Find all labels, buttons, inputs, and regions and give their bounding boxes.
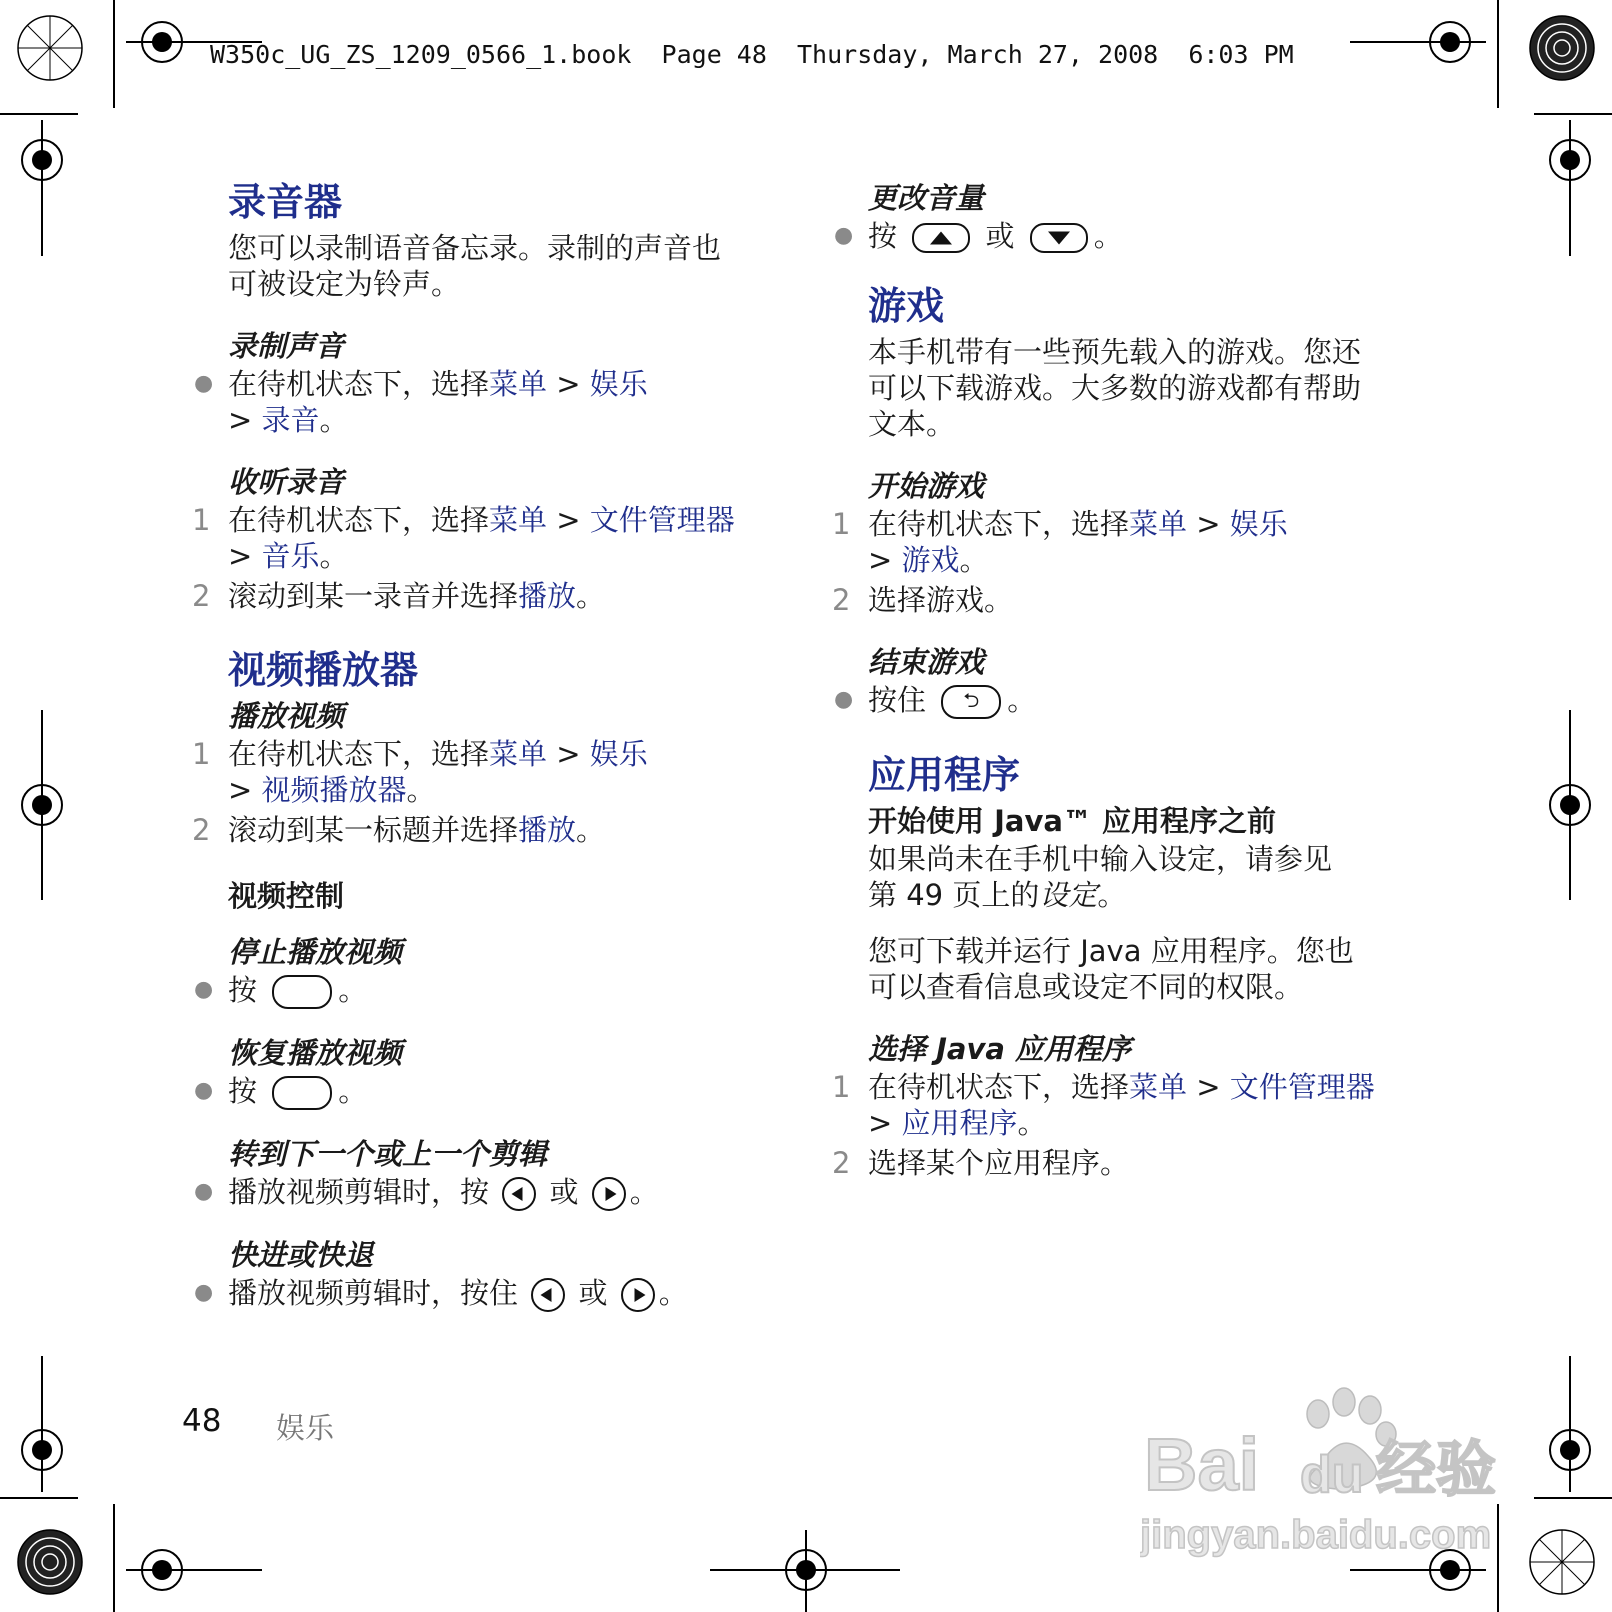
link-menu[interactable]: 菜单 [1129,507,1188,541]
link-menu[interactable]: 菜单 [1129,1070,1188,1104]
section-title-games: 游戏 [868,284,945,328]
page-header: W350c_UG_ZS_1209_0566_1.book Page 48 Thursday, March 27, 2008 6:03 PM [210,40,1294,69]
link-file-manager[interactable]: 文件管理器 [589,503,735,537]
list-item: ● 按 。 [194,973,368,1007]
footer-section-name: 娱乐 [276,1411,335,1445]
link-applications[interactable]: 应用程序 [901,1106,1018,1140]
subtitle-start-game: 开始游戏 [868,469,985,503]
right-column [832,180,1428,1181]
link-games[interactable]: 游戏 [901,543,960,577]
watermark-brand-2: du [1300,1446,1364,1504]
link-play[interactable]: 播放 [518,813,577,847]
center-key-icon [272,975,332,1009]
section-title-applications: 应用程序 [868,753,1021,797]
java-apps-paragraph: 您可下载并运行 Java 应用程序。您也 可以查看信息或设定不同的权限。 [868,934,1354,1004]
link-file-manager[interactable]: 文件管理器 [1229,1070,1375,1104]
bullet-icon: ● [194,371,214,396]
nav-right-key-icon [621,1278,655,1312]
volume-up-key-icon [912,223,970,253]
recorder-intro: 您可以录制语音备忘录。录制的声音也 可被设定为铃声。 [228,231,722,301]
left-column [192,180,788,1312]
settings-reference: 设定 [1039,878,1098,912]
java-settings-note: 如果尚未在手机中输入设定，请参见 第 49 页上的设定。 [868,842,1333,912]
watermark-cn: 经验 [1376,1435,1496,1505]
list-item: 2 选择某个应用程序。 [832,1146,1130,1180]
link-video-player[interactable]: 视频播放器 [261,773,407,807]
bullet-icon: ● [834,687,854,712]
list-item: 1 在待机状态下，选择菜单 > 文件管理器 > 应用程序。 [832,1070,1375,1140]
subtitle-select-java-app: 选择 Java 应用程序 [868,1032,1132,1066]
list-item: 1 在待机状态下，选择菜单 > 文件管理器 > 音乐。 [192,503,735,573]
section-title-video-player: 视频播放器 [228,648,419,692]
list-item: ● 播放视频剪辑时，按住 或 。 [194,1276,688,1310]
bullet-icon: ● [194,1078,214,1103]
bullet-icon: ● [194,1179,214,1204]
subtitle-stop-video: 停止播放视频 [228,935,403,969]
watermark-brand: Bai [1144,1423,1260,1506]
list-item: 1 在待机状态下，选择菜单 > 娱乐 > 视频播放器。 [192,737,648,807]
link-menu[interactable]: 菜单 [489,737,548,771]
list-item: 2 滚动到某一标题并选择播放。 [192,813,606,847]
center-key-icon [272,1076,332,1110]
back-key-icon: ⮌ [941,685,1001,719]
list-item: 2 滚动到某一录音并选择播放。 [192,579,606,613]
baidu-watermark-logo [1140,1380,1520,1560]
list-item: 1 在待机状态下，选择菜单 > 娱乐 > 游戏。 [832,507,1288,577]
watermark-url: jingyan.baidu.com [1140,1513,1492,1557]
link-menu[interactable]: 菜单 [489,503,548,537]
nav-left-key-icon [531,1278,565,1312]
page-number: 48 [182,1403,222,1439]
link-menu[interactable]: 菜单 [489,367,548,401]
link-entertainment[interactable]: 娱乐 [1229,507,1288,541]
subtitle-end-game: 结束游戏 [868,645,985,679]
subtitle-record-sound: 录制声音 [228,329,345,363]
link-entertainment[interactable]: 娱乐 [589,737,648,771]
subtitle-resume-video: 恢复播放视频 [228,1036,403,1070]
volume-down-key-icon [1030,223,1088,253]
subtitle-listen-recording: 收听录音 [228,465,345,499]
section-title-recorder: 录音器 [228,180,343,224]
link-music[interactable]: 音乐 [261,539,320,573]
list-item: ● 按 。 [194,1074,368,1108]
subtitle-fast-forward-rewind: 快进或快退 [228,1238,374,1272]
list-item: ● 按住 ⮌ 。 [834,683,1037,717]
link-record[interactable]: 录音 [261,403,320,437]
bullet-icon: ● [834,223,854,248]
link-play[interactable]: 播放 [518,579,577,613]
subtitle-next-prev-clip: 转到下一个或上一个剪辑 [228,1137,548,1171]
nav-left-key-icon [502,1177,536,1211]
subtitle-video-controls: 视频控制 [228,879,345,913]
subtitle-change-volume: 更改音量 [868,181,985,215]
subtitle-play-video: 播放视频 [228,699,345,733]
list-item: ● 播放视频剪辑时，按 或 。 [194,1175,659,1209]
list-item: 2 选择游戏。 [832,583,1014,617]
games-intro: 本手机带有一些预先载入的游戏。您还 可以下载游戏。大多数的游戏都有帮助 文本。 [868,335,1362,441]
bullet-icon: ● [194,1280,214,1305]
list-item: ● 在待机状态下，选择菜单 > 娱乐 > 录音。 [194,367,648,437]
subtitle-before-java: 开始使用 Java™ 应用程序之前 [868,804,1277,838]
bullet-icon: ● [194,977,214,1002]
list-item: ● 按 或 。 [834,219,1123,253]
nav-right-key-icon [592,1177,626,1211]
link-entertainment[interactable]: 娱乐 [589,367,648,401]
